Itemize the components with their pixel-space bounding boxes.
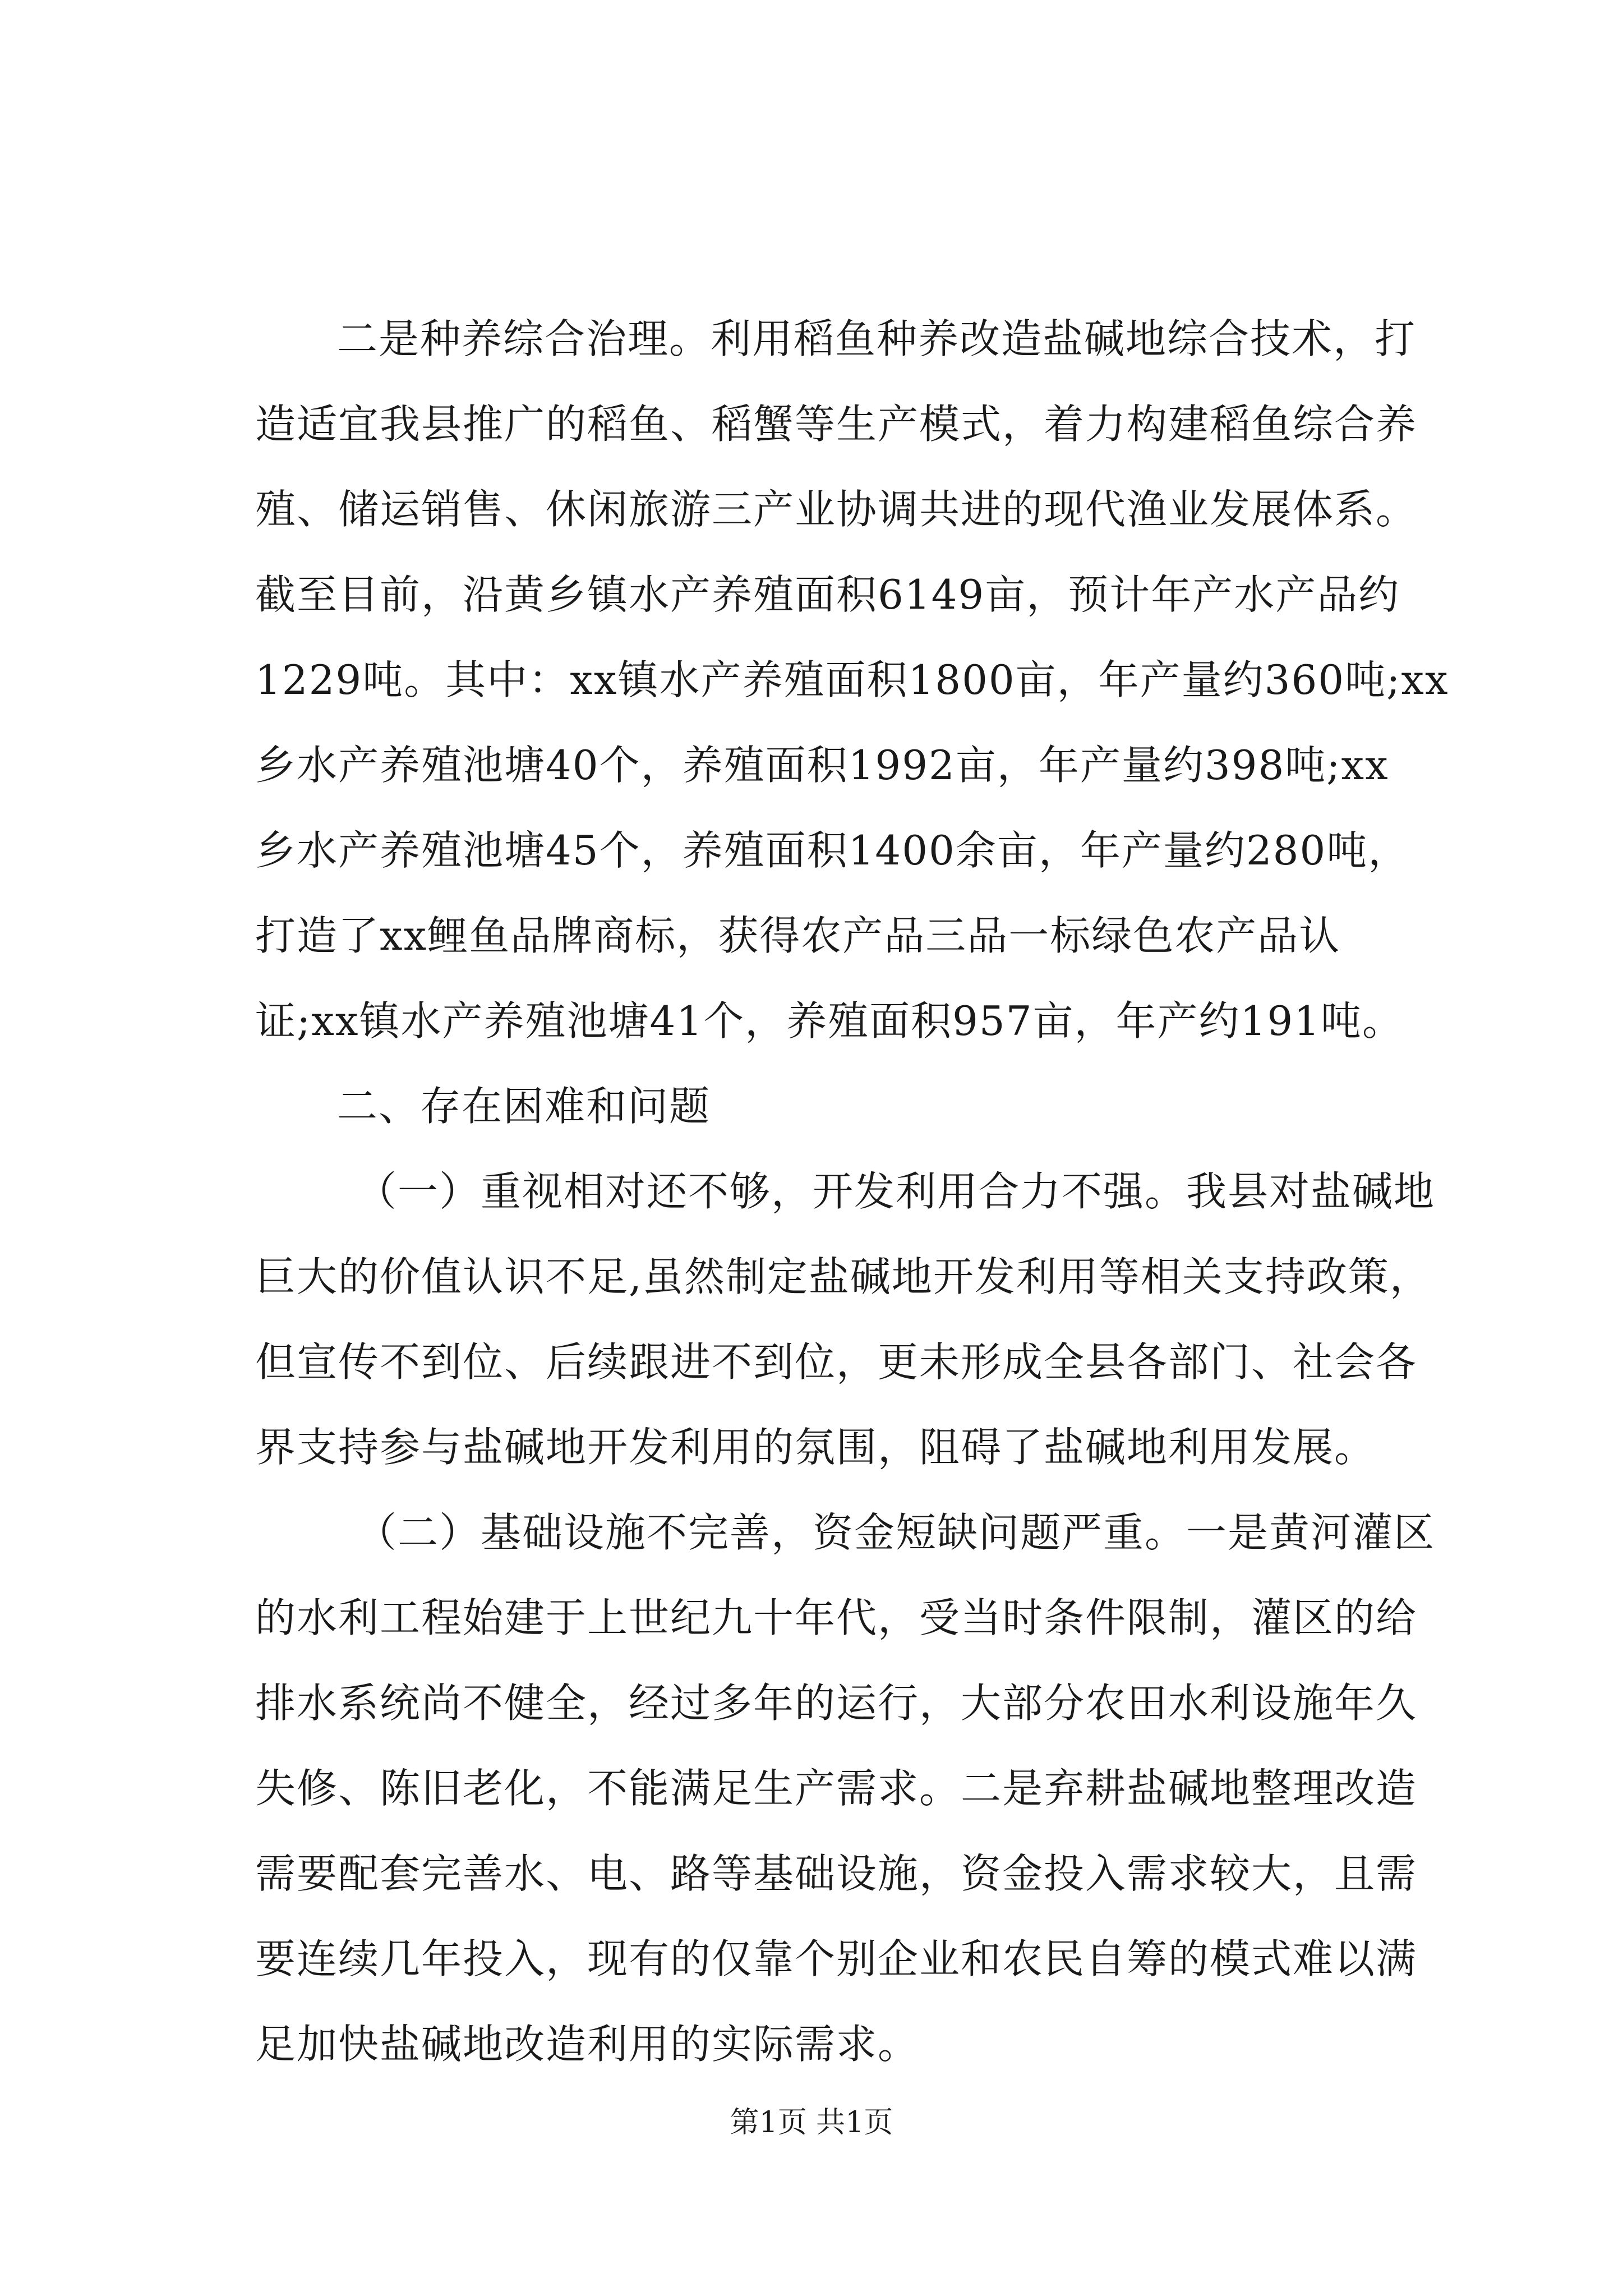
- document-body: [255, 296, 1449, 2087]
- paragraph-line: 殖、储运销售、休闲旅游三产业协调共进的现代渔业发展体系。: [255, 486, 1418, 533]
- paragraph-line: 打造了xx鲤鱼品牌商标，获得农产品三品一标绿色农产品认: [255, 912, 1341, 959]
- paragraph-line: 证;xx镇水产养殖池塘41个，养殖面积957亩，年产约191吨。: [255, 997, 1404, 1045]
- page-number-footer: 第1页 共1页: [730, 2106, 893, 2139]
- paragraph-line: 足加快盐碱地改造利用的实际需求。: [255, 2021, 920, 2068]
- paragraph-line: 巨大的价值认识不足,虽然制定盐碱地开发利用等相关支持政策，: [255, 1253, 1431, 1300]
- paragraph-line: （一）重视相对还不够，开发利用合力不强。我县对盐碱地: [356, 1168, 1436, 1215]
- paragraph-line: 界支持参与盐碱地开发利用的氛围，阻碍了盐碱地利用发展。: [255, 1424, 1376, 1471]
- paragraph-line: 但宣传不到位、后续跟进不到位，更未形成全县各部门、社会各: [255, 1338, 1418, 1386]
- section-heading: 二、存在困难和问题: [337, 1083, 711, 1130]
- paragraph-line: 1229吨。其中：xx镇水产养殖面积1800亩，年产量约360吨;xx: [255, 656, 1449, 703]
- paragraph-line: 二是种养综合治理。利用稻鱼种养改造盐碱地综合技术，打: [337, 315, 1417, 362]
- paragraph-line: 排水系统尚不健全，经过多年的运行，大部分农田水利设施年久: [255, 1680, 1418, 1727]
- paragraph-line: 要连续几年投入，现有的仅靠个别企业和农民自筹的模式难以满: [255, 1935, 1418, 1982]
- paragraph-line: 截至目前，沿黄乡镇水产养殖面积6149亩，预计年产水产品约: [255, 571, 1400, 618]
- paragraph-line: 的水利工程始建于上世纪九十年代，受当时条件限制，灌区的给: [255, 1594, 1418, 1641]
- paragraph-line: 乡水产养殖池塘40个，养殖面积1992亩，年产量约398吨;xx: [255, 742, 1389, 789]
- paragraph-line: 需要配套完善水、电、路等基础设施，资金投入需求较大，且需: [255, 1850, 1418, 1897]
- paragraph-line: 失修、陈旧老化，不能满足生产需求。二是弃耕盐碱地整理改造: [255, 1765, 1418, 1812]
- paragraph-line: 乡水产养殖池塘45个，养殖面积1400余亩，年产量约280吨，: [255, 827, 1410, 874]
- paragraph-line: 造适宜我县推广的稻鱼、稻蟹等生产模式，着力构建稻鱼综合养: [255, 401, 1418, 448]
- paragraph-line: （二）基础设施不完善，资金短缺问题严重。一是黄河灌区: [356, 1509, 1436, 1556]
